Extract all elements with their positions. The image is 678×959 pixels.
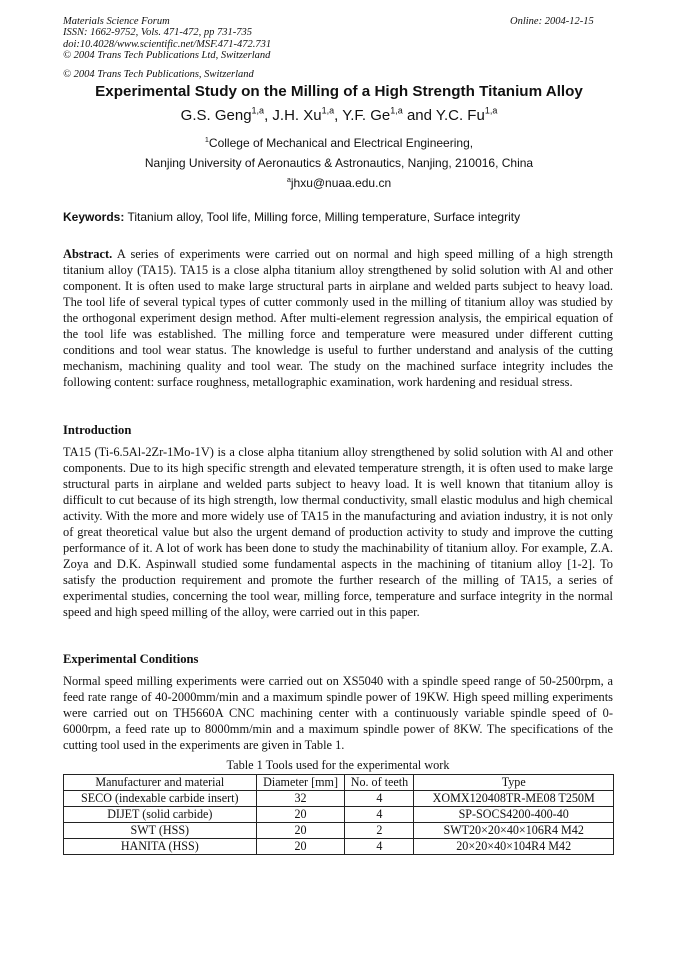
author-name: J.H. Xu <box>272 107 322 124</box>
author-name: Y.C. Fu <box>435 107 485 124</box>
author-separator: and <box>402 107 436 124</box>
table-header-cell: Diameter [mm] <box>256 775 345 791</box>
abstract-label: Abstract. <box>63 247 113 261</box>
conditions-heading: Experimental Conditions <box>63 652 199 666</box>
table-header-cell: Type <box>414 775 614 791</box>
author-name: Y.F. Ge <box>342 107 391 124</box>
table-cell: 20×20×40×104R4 M42 <box>414 839 614 855</box>
author-name: G.S. Geng <box>180 107 252 124</box>
author-affiliation-mark: 1,a <box>390 105 403 116</box>
table-cell: SWT20×20×40×106R4 M42 <box>414 823 614 839</box>
keywords-text: Titanium alloy, Tool life, Milling force, Milling temperature, Surface integrity <box>124 210 521 224</box>
online-date: Online: 2004-12-15 <box>510 16 594 27</box>
author-affiliation-mark: 1,a <box>484 105 498 116</box>
abstract-paragraph <box>63 246 613 390</box>
introduction-paragraph: TA15 (Ti-6.5Al-2Zr-1Mo-1V) is a close alpha titanium alloy strengthened by solid solution with Al and other components. Due to its high specific strength and elevated temperature strength, it is often used to make large structural parts in airplane and welded parts subject to heavy load. It is well known that titanium alloy is difficult to cut because of its high strength, low thermal conductivity, small elastic modulus and high chemical activity. With the more and more widely use of TA15 in the manufacturing and aviation industry, it is not only of great theoretical value but also the urgent demand of production activity to study and improve the cutting performance of it. A lot of work has been done to study the machinability of titanium alloy. For example, Z.A. Zoya and D.K. Aspinwall studied some fundamental aspects in the machining of titanium alloy [1-2]. To satisfy the production requirement and promote the further research of the milling of TA15, a series of experimental studies, concerning the tool wear, milling force, temperature and surface integrity in the normal speed and high speed milling of the alloy, were carried out in this paper. <box>63 445 613 620</box>
issn-line: ISSN: 1662-9752, Vols. 471-472, pp 731-735 <box>63 27 252 38</box>
keywords <box>63 210 623 224</box>
table-row <box>64 791 614 807</box>
email-address: jhxu@nuaa.edu.cn <box>290 176 392 190</box>
table-cell: DIJET (solid carbide) <box>64 807 257 823</box>
table-cell: SWT (HSS) <box>64 823 257 839</box>
table-row <box>64 807 614 823</box>
table-cell: 4 <box>345 807 414 823</box>
journal-name: Materials Science Forum <box>63 16 170 27</box>
email-mark: a <box>286 174 291 184</box>
table-cell: 20 <box>256 807 345 823</box>
keywords-label: Keywords: <box>63 210 125 224</box>
author-list <box>40 107 638 124</box>
table-cell: SP-SOCS4200-400-40 <box>414 807 614 823</box>
conditions-paragraph: Normal speed milling experiments were carried out on XS5040 with a spindle speed range of 50-2500rpm, a feed rate range of 40-2000mm/min and a maximum spindle power of 19KW. High speed milling experiments were carried out on TH5660A CNC machining center with a continuously variable spindle speed of 0-6000rpm, a feed rate up to 8000mm/min and a maximum spindle power of 8KW. The specifications of the cutting tool used in the experiments are given in Table 1. <box>63 674 613 753</box>
table-cell: 2 <box>345 823 414 839</box>
table-header-cell: No. of teeth <box>345 775 414 791</box>
table-caption: Table 1 Tools used for the experimental work <box>226 758 450 772</box>
table-cell: 20 <box>256 823 345 839</box>
tools-table <box>63 774 614 855</box>
introduction-heading: Introduction <box>63 423 132 437</box>
table-header-row <box>64 775 614 791</box>
author-separator: , <box>264 107 273 124</box>
author-affiliation-mark: 1,a <box>251 105 265 116</box>
table-cell: 20 <box>256 839 345 855</box>
paper-title: Experimental Study on the Milling of a High Strength Titanium Alloy <box>95 83 583 100</box>
table-cell: SECO (indexable carbide insert) <box>64 791 257 807</box>
table-cell: HANITA (HSS) <box>64 839 257 855</box>
table-cell: XOMX120408TR-ME08 T250M <box>414 791 614 807</box>
copyright-line-1: © 2004 Trans Tech Publications Ltd, Switzerland <box>63 50 271 61</box>
table-cell: 32 <box>256 791 345 807</box>
author-affiliation-mark: 1,a <box>321 105 335 116</box>
table-header-cell: Manufacturer and material <box>64 775 257 791</box>
table-cell: 4 <box>345 839 414 855</box>
affiliation-mark: 1 <box>204 134 209 144</box>
doi-line: doi:10.4028/www.scientific.net/MSF.471-472.731 <box>63 39 272 50</box>
copyright-line-2: © 2004 Trans Tech Publications, Switzerland <box>63 69 254 80</box>
abstract-text: A series of experiments were carried out on normal and high speed milling of a high strength titanium alloy (TA15). TA15 is a close alpha titanium alloy strengthened by solid solution with Al and other component. It is often used to make large structural parts in airplane and welded parts subject to heavy load. The tool life of several typical types of cutter commonly used in the milling of titanium alloy was studied by the orthogonal experiment design method. After multi-element regression analysis, the empirical equation of the tool life was established. The milling force and temperature were measured under different cutting conditions and tool wear status. The knowledge is useful to further understand and analysis of the cutting mechanism, machining quality and tool wear. The study on the machined surface integrity includes the following content: surface roughness, metallographic examination, work hardening and residual stress. <box>63 247 613 390</box>
author-separator: , <box>334 107 343 124</box>
affiliation-line-1: $^1$College of Mechanical and Electrical Engineering, <box>204 134 474 150</box>
table-cell: 4 <box>345 791 414 807</box>
affiliation-line-2: Nanjing University of Aeronautics & Astronautics, Nanjing, 210016, China <box>144 156 534 170</box>
corresponding-email <box>40 176 638 190</box>
table-row <box>64 839 614 855</box>
table-row <box>64 823 614 839</box>
